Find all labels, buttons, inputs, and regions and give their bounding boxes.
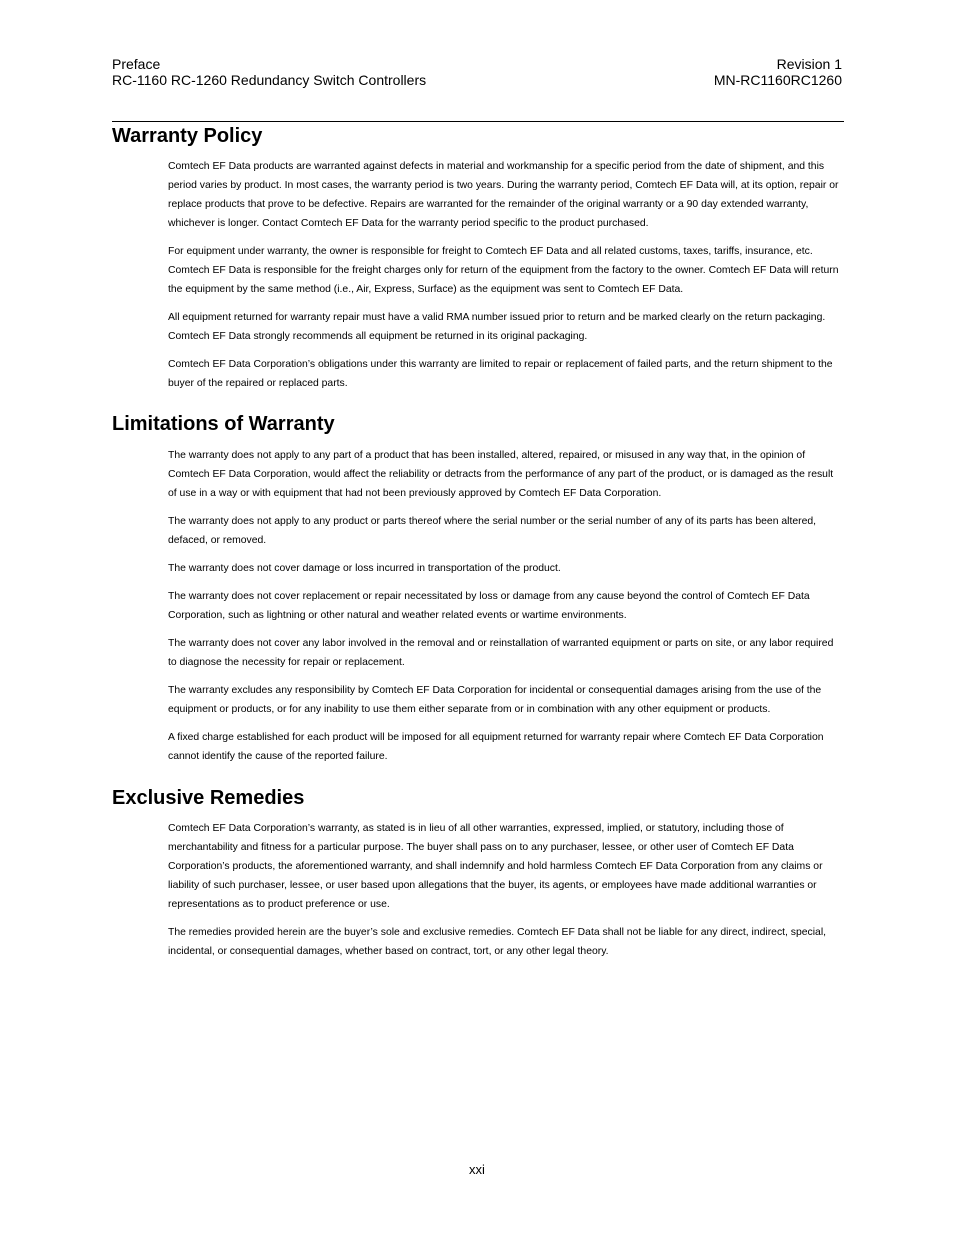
header-right: [714, 56, 842, 88]
header-left: [112, 56, 426, 88]
page-number: xxi: [469, 1162, 485, 1177]
exclusive-remedies-paragraph: Comtech EF Data Corporation’s warranty, as stated is in lieu of all other warranties, expressed, implied, or statutory, including those of merchantability and fitness for a particular purpose. The buyer shall pass on to any purchaser, lessee, or other user of Comtech EF Data Corporation’s products, the aforementioned warranty, and shall indemnify and hold harmless Comtech EF Data Corporation from any claims or liability of such purchaser, lessee, or user based upon allegations that the buyer, its agents, or employees have made additional warranties or representations as to product preference or use.: [168, 823, 823, 910]
limitations-paragraph: The warranty does not cover any labor involved in the removal and or reinstallation of warranted equipment or parts on site, or any labor required to diagnose the necessity for repair or replacement.: [168, 638, 834, 668]
header-section-label: Preface: [112, 56, 161, 72]
warranty-policy-paragraph: Comtech EF Data products are warranted against defects in material and workmanship for a specific period from the date of shipment, and this period varies by product. In most cases, the warranty period is two years. During the warranty period, Comtech EF Data will, at its option, repair or replace products that prove to be defective. Repairs are warranted for the remainder of the original warranty or a 90 day extended warranty, whichever is longer. Contact Comtech EF Data for the warranty period specific to the product purchased.: [168, 161, 839, 229]
header-product-title: RC-1160 RC-1260 Redundancy Switch Controllers: [112, 72, 427, 88]
limitations-of-warranty-heading: Limitations of Warranty: [112, 413, 335, 435]
header-document-number: MN-RC1160RC1260: [713, 72, 842, 88]
exclusive-remedies-heading: Exclusive Remedies: [112, 787, 305, 809]
exclusive-remedies-paragraph: The remedies provided herein are the buyer’s sole and exclusive remedies. Comtech EF Data shall not be liable for any direct, indirect, special, incidental, or consequential damages, whether based on contract, tort, or any other legal theory.: [168, 927, 827, 957]
exclusive-remedies-body: [168, 819, 844, 970]
warranty-policy-paragraph: For equipment under warranty, the owner is responsible for freight to Comtech EF Data and all related customs, taxes, tariffs, insurance, etc. Comtech EF Data is responsible for the freight charges only for return of the equipment from the factory to the owner. Comtech EF Data will return the equipment by the same method (i.e., Air, Express, Surface) as the equipment was sent to Comtech EF Data.: [168, 246, 839, 295]
warranty-policy-paragraph: All equipment returned for warranty repair must have a valid RMA number issued prior to return and be marked clearly on the return packaging. Comtech EF Data strongly recommends all equipment be returned in its original packaging.: [168, 312, 826, 342]
warranty-policy-heading: Warranty Policy: [112, 125, 263, 147]
limitations-of-warranty-body: [168, 446, 844, 775]
limitations-paragraph: The warranty does not apply to any product or parts thereof where the serial number or the serial number of any of its parts has been altered, defaced, or removed.: [168, 516, 817, 546]
limitations-paragraph: The warranty excludes any responsibility by Comtech EF Data Corporation for incidental or consequential damages arising from the use of the equipment or products, or for any inability to use them either separate from or in combination with any other equipment or products.: [168, 685, 822, 715]
limitations-paragraph: A fixed charge established for each product will be imposed for all equipment returned for warranty repair where Comtech EF Data Corporation cannot identify the cause of the reported failure.: [168, 732, 824, 762]
limitations-paragraph: The warranty does not cover damage or loss incurred in transportation of the product.: [168, 563, 561, 574]
header-revision: Revision 1: [776, 56, 842, 72]
limitations-paragraph: The warranty does not cover replacement or repair necessitated by loss or damage from any cause beyond the control of Comtech EF Data Corporation, such as lightning or other natural and weather related events or wartime environments.: [168, 591, 810, 621]
warranty-policy-body: [168, 157, 844, 402]
limitations-paragraph: The warranty does not apply to any part of a product that has been installed, altered, repaired, or misused in any way that, in the opinion of Comtech EF Data Corporation, would affect the reliability or detracts from the performance of any part of the product, or is damaged as the result of use in a way or with equipment that had not been previously approved by Comtech EF Data Corporation.: [168, 450, 834, 499]
warranty-policy-paragraph: Comtech EF Data Corporation’s obligations under this warranty are limited to repair or replacement of failed parts, and the return shipment to the buyer of the repaired or replaced parts.: [168, 359, 833, 389]
header-divider: [112, 121, 844, 122]
